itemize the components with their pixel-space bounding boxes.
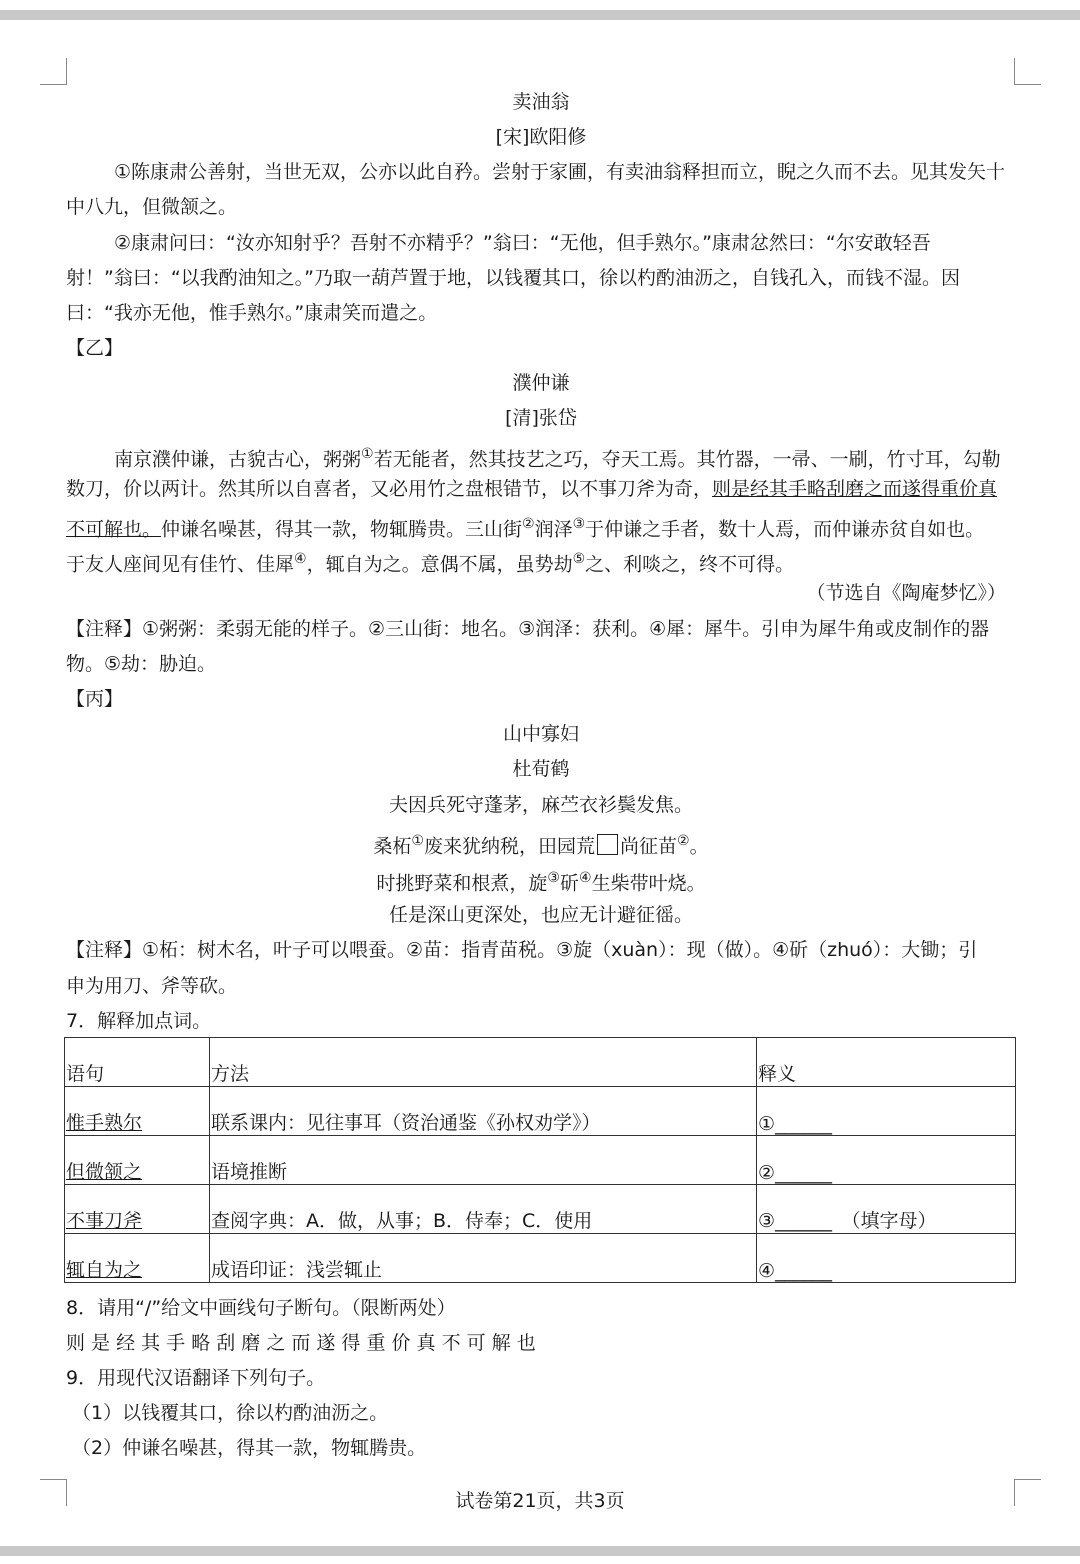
jia-paragraph-1-line-2: 中八九，但微颔之。 [66,196,238,218]
question-9-item-2: （2）仲谦名噪甚，得其一款，物辄腾贵。 [72,1437,427,1459]
jia-title: 卖油翁 [512,91,570,113]
bing-verse-2 [66,829,1016,858]
answer-blank-3[interactable]: ③______ （填字母） [757,1185,1016,1234]
question-8-stem: 8．请用“/”给文中画线句子断句。（限断两处） [66,1297,456,1319]
jia-paragraph-1-line-1: ①陈康肃公善射，当世无双，公亦以此自矜。尝射于家圃，有卖油翁释担而立，睨之久而不去。见其发矢十 [114,161,1006,183]
question-7-stem: 7．解释加点词。 [66,1010,212,1032]
bing-note-line-1: 【注释】①柘：树木名，叶子可以喂蚕。②苗：指青苗税。③旋（xuàn）：现（做）。④斫（zhuó）：大锄；引 [66,939,978,961]
yi-line-3 [66,512,1016,541]
yi-line-2-text: 数刀，价以两计。然其所以自喜者，又必用竹之盘根错节，以不事刀斧为奇， [66,478,713,500]
yi-title: 濮仲谦 [512,372,570,394]
bing-verse-3-text-c: 生柴带叶烧。 [591,872,706,895]
question-9-item-1: （1）以钱覆其口，徐以杓酌油沥之。 [72,1402,389,1424]
yi-author: [清]张岱 [505,407,577,429]
row-sentence: 辄自为之 [65,1234,210,1283]
question-9-stem: 9．用现代汉语翻译下列句子。 [66,1367,326,1389]
bing-verse-2-text-a: 桑柘 [373,835,412,858]
underlined-sentence-part-2: 不可解也。 [66,518,162,541]
row-method: 成语印证：浅尝辄止 [210,1234,757,1283]
note-marker-4: ④ [294,551,307,567]
crop-mark-top-right [1014,58,1041,85]
jia-paragraph-2-line-3: 曰：“我亦无他，惟手熟尔。”康肃笑而遣之。 [66,302,438,324]
row-method: 联系课内：见往事耳（资治通鉴《孙权劝学》） [210,1087,757,1136]
table-row [65,1234,1016,1283]
bing-note-line-2: 申为用刀、斧等砍。 [66,975,238,997]
header-sentence: 语句 [65,1038,210,1087]
crop-mark-top-left [40,58,67,85]
bing-verse-3-text-b: 斫 [559,872,579,895]
jia-author: [宋]欧阳修 [495,126,587,148]
blank-box [597,834,618,855]
bing-verse-3-text-a: 时挑野菜和根煮，旋 [376,872,548,895]
yi-line-1-text-b: 若无能者，然其技艺之巧，夺天工焉。其竹器，一帚、一刷，竹寸耳，勾勒 [373,448,1001,471]
yi-line-1-text-a: 南京濮仲谦，古貌古心，粥粥 [114,448,362,471]
yi-line-4-text-a: 于友人座间见有佳竹、佳犀 [66,553,295,576]
bing-verse-4: 任是深山更深处，也应无计避征徭。 [388,904,693,926]
row-sentence: 惟手熟尔 [65,1087,210,1136]
bing-verse-3 [66,866,1016,895]
table-header-row [65,1038,1016,1087]
bing-label: 【丙】 [66,688,124,710]
bing-author: 杜荀鹤 [512,758,570,780]
yi-line-4-text-c: 之、利啖之，终不可得。 [585,553,795,576]
top-edge-bar [0,10,1080,20]
table-row [65,1136,1016,1185]
yi-line-4 [66,547,1016,576]
note-marker-2: ② [677,833,690,849]
underlined-sentence-part-1: 则是经其手略刮磨之而遂得重价真 [712,478,998,500]
yi-source: （节选自《陶庵梦忆》） [806,582,1006,604]
answer-blank-2[interactable]: ②______ [757,1136,1016,1185]
row-sentence: 但微颔之 [65,1136,210,1185]
jia-paragraph-2-line-1: ②康肃问曰：“汝亦知射乎？吾射不亦精乎？”翁曰：“无他，但手熟尔。”康肃忿然曰：“尔安敢轻吾 [114,232,931,254]
header-meaning: 释义 [757,1038,1016,1087]
yi-line-1 [66,442,1016,471]
yi-note-line-2: 物。⑤劫：胁迫。 [66,653,217,675]
note-marker-5: ⑤ [572,551,586,567]
page-footer: 试卷第21页，共3页 [455,1490,625,1512]
yi-line-3-text-c: 于仲谦之手者，数十人焉，而仲谦赤贫自如也。 [585,518,985,541]
yi-line-4-text-b: ，辄自为之。意偶不属，虽势劫 [306,553,573,576]
note-marker-1: ① [411,833,424,849]
note-marker-3: ③ [547,870,560,886]
yi-label: 【乙】 [66,337,124,359]
table-row [65,1185,1016,1234]
yi-line-2 [66,477,1016,501]
bing-verse-2-text-d: 。 [689,835,709,858]
note-marker-3: ③ [572,516,586,532]
question-8-sentence: 则 是 经 其 手 略 刮 磨 之 而 遂 得 重 价 真 不 可 解 也 [66,1332,536,1354]
yi-line-3-text-b: 润泽 [534,518,573,541]
yi-line-3-text-a: 仲谦名噪甚，得其一款，物辄腾贵。三山街 [161,518,523,541]
bing-verse-1: 夫因兵死守蓬茅，麻苎衣衫鬓发焦。 [388,794,693,816]
answer-blank-1[interactable]: ①______ [757,1087,1016,1136]
header-method: 方法 [210,1038,757,1087]
jia-paragraph-2-line-2: 射！”翁曰：“以我酌油知之。”乃取一葫芦置于地，以钱覆其口，徐以杓酌油沥之，自钱孔入，而钱不湿。因 [66,267,961,289]
question-7-table [64,1037,1016,1283]
answer-blank-4[interactable]: ④______ [757,1234,1016,1283]
row-method: 查阅字典：A．做，从事；B．侍奉；C．使用 [210,1185,757,1234]
note-marker-4: ④ [579,870,592,886]
row-method: 语境推断 [210,1136,757,1185]
bing-verse-2-text-c: 尚征苗 [620,835,678,858]
table-row [65,1087,1016,1136]
bing-title: 山中寡妇 [502,723,579,745]
yi-note-line-1: 【注释】①粥粥：柔弱无能的样子。②三山街：地名。③润泽：获利。④犀：犀牛。引申为犀牛角或皮制作的器 [66,618,990,640]
row-sentence: 不事刀斧 [65,1185,210,1234]
note-marker-2: ② [522,516,535,532]
bottom-edge-bar [0,1546,1080,1556]
bing-verse-2-text-b: 废来犹纳税，田园荒 [423,835,595,858]
note-marker-1: ① [361,446,374,462]
